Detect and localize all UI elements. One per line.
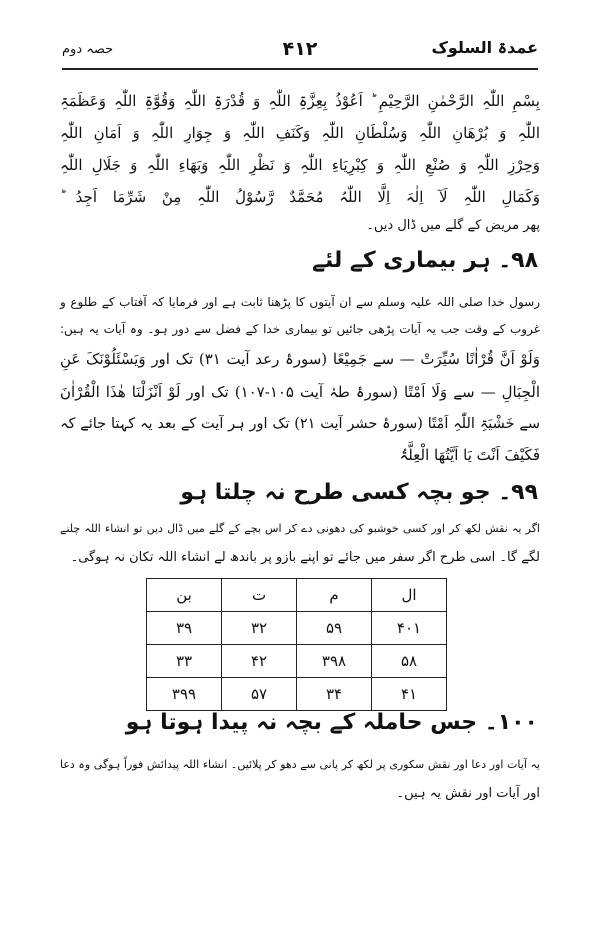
invocation-line: وَکَمَالِ اللّٰہِ لَآ اِلٰہَ اِلَّا اللّٰہُ مُحَمَّدٌ رَّسُوْلُ اللّٰہِ مِنْ شَرِّمَا اَجِدُ ؕ	[60, 188, 540, 206]
table-cell: ۳۳	[147, 645, 222, 678]
table-row	[147, 645, 447, 678]
page-header	[62, 38, 538, 68]
part-label: حصہ دوم	[62, 42, 114, 57]
table-cell: ۳۴	[297, 678, 372, 711]
table-cell: ۳۹	[147, 612, 222, 645]
table-cell: ۵۸	[372, 645, 447, 678]
table-cell: ۴۰۱	[372, 612, 447, 645]
table-cell: م	[297, 579, 372, 612]
paragraph-line: لگے گا۔ اسی طرح اگر سفر میں جائے تو اپنے بازو پر باندھ لے انشاء اللہ تکان نہ ہوگی۔	[70, 550, 540, 565]
table-cell: بن	[147, 579, 222, 612]
section-heading-98: ۹۸۔ ہر بیماری کے لئے	[312, 248, 538, 273]
table-row	[147, 612, 447, 645]
invocation-line: وَحِرْزِ اللّٰہِ وَ صُنْعِ اللّٰہِ وَ کِبْرِیَاءِ اللّٰہِ وَ نَظْرِ اللّٰہِ وَبَھَاءِ اللّٰہِ وَ جَلَالِ اللّٰہِ	[60, 156, 540, 174]
paragraph-line: اگر یہ نقش لکھ کر اور کسی خوشبو کی دھونی دے کر اس بچے کے گلے میں ڈال دیں تو انشاء اللہ چلنے	[60, 522, 540, 535]
invocation-line: بِسْمِ اللّٰہِ الرَّحْمٰنِ الرَّحِیْمِ ؕ اَعُوْذُ بِعِزَّۃِ اللّٰہِ وَ قُدْرَۃِ اللّٰہِ وَقُوَّۃِ اللّٰہِ وَعَظَمَۃِ	[60, 92, 540, 110]
verse-line: سے خَشْیَۃِ اللّٰہِ اَمْتًا (سورۂ حشر آیت ۲۱) تک اور ہر آیت کے بعد یہ کہتا جائے کہ	[60, 416, 540, 432]
paragraph-line: اور آیات اور نقش یہ ہیں۔	[396, 786, 540, 801]
table-row	[147, 579, 447, 612]
table-row	[147, 678, 447, 711]
table-cell: ۴۱	[372, 678, 447, 711]
table-cell: ۴۲	[222, 645, 297, 678]
verse-line: الْجِبَالِ — سے وَلَا اَمْتًا (سورۂ طہٰ آیت ۱۰۵-۱۰۷) تک اور لَوْ اَنْزَلْنَا ھٰذَا الْقُرْاٰنَ	[60, 383, 540, 401]
table-cell: ۵۹	[297, 612, 372, 645]
paragraph-line: غروب کے وقت جب یہ آیات پڑھی جائیں تو بیماری خدا کے فضل سے دور ہو۔ وہ آیات یہ ہیں:	[60, 322, 540, 336]
invocation-line: اللّٰہِ وَ بُرْھَانِ اللّٰہِ وَسُلْطَانِ اللّٰہِ وَکَنَفِ اللّٰہِ وَ جِوَارِ اللّٰہِ وَ اَمَانِ اللّٰہِ	[60, 124, 540, 142]
table-cell: ۳۲	[222, 612, 297, 645]
book-title: عمدۃ السلوک	[431, 38, 538, 57]
table-cell: ۳۹۸	[297, 645, 372, 678]
table-cell: ۵۷	[222, 678, 297, 711]
table-cell: ت	[222, 579, 297, 612]
invocation-note: پھر مریض کے گلے میں ڈال دیں۔	[366, 218, 540, 233]
paragraph-line: رسول خدا صلی اللہ علیہ وسلم سے ان آیتوں کا پڑھنا ثابت ہے اور فرمایا کہ آفتاب کے طلوع و	[60, 295, 540, 309]
section-heading-100: ۱۰۰۔ جس حاملہ کے بچہ نہ پیدا ہوتا ہو	[125, 710, 538, 735]
naqsh-table	[146, 578, 447, 711]
page-number: ۴۱۲	[282, 38, 318, 60]
paragraph-line: یہ آیات اور دعا اور نقش سکوری پر لکھ کر پانی سے دھو کر پلائیں۔ انشاء اللہ پیدائش فوراً ہوگی وہ دعا	[60, 758, 540, 771]
table-cell: ال	[372, 579, 447, 612]
verse-line: وَلَوْ اَنَّ قُرْاٰنًا سُیِّرَتْ — سے جَمِیْعًا (سورۂ رعد آیت ۳۱) تک اور وَیَسْئَلُوْنَکَ عَنِ	[60, 350, 540, 368]
table-cell: ۳۹۹	[147, 678, 222, 711]
section-heading-99: ۹۹۔ جو بچہ کسی طرح نہ چلتا ہو	[180, 480, 538, 505]
header-rule	[62, 68, 538, 70]
closing-verse: فَکَیْفَ اَنْتَ یَا اَیَّتُھَا الْعِلَّۃُ	[399, 446, 540, 464]
